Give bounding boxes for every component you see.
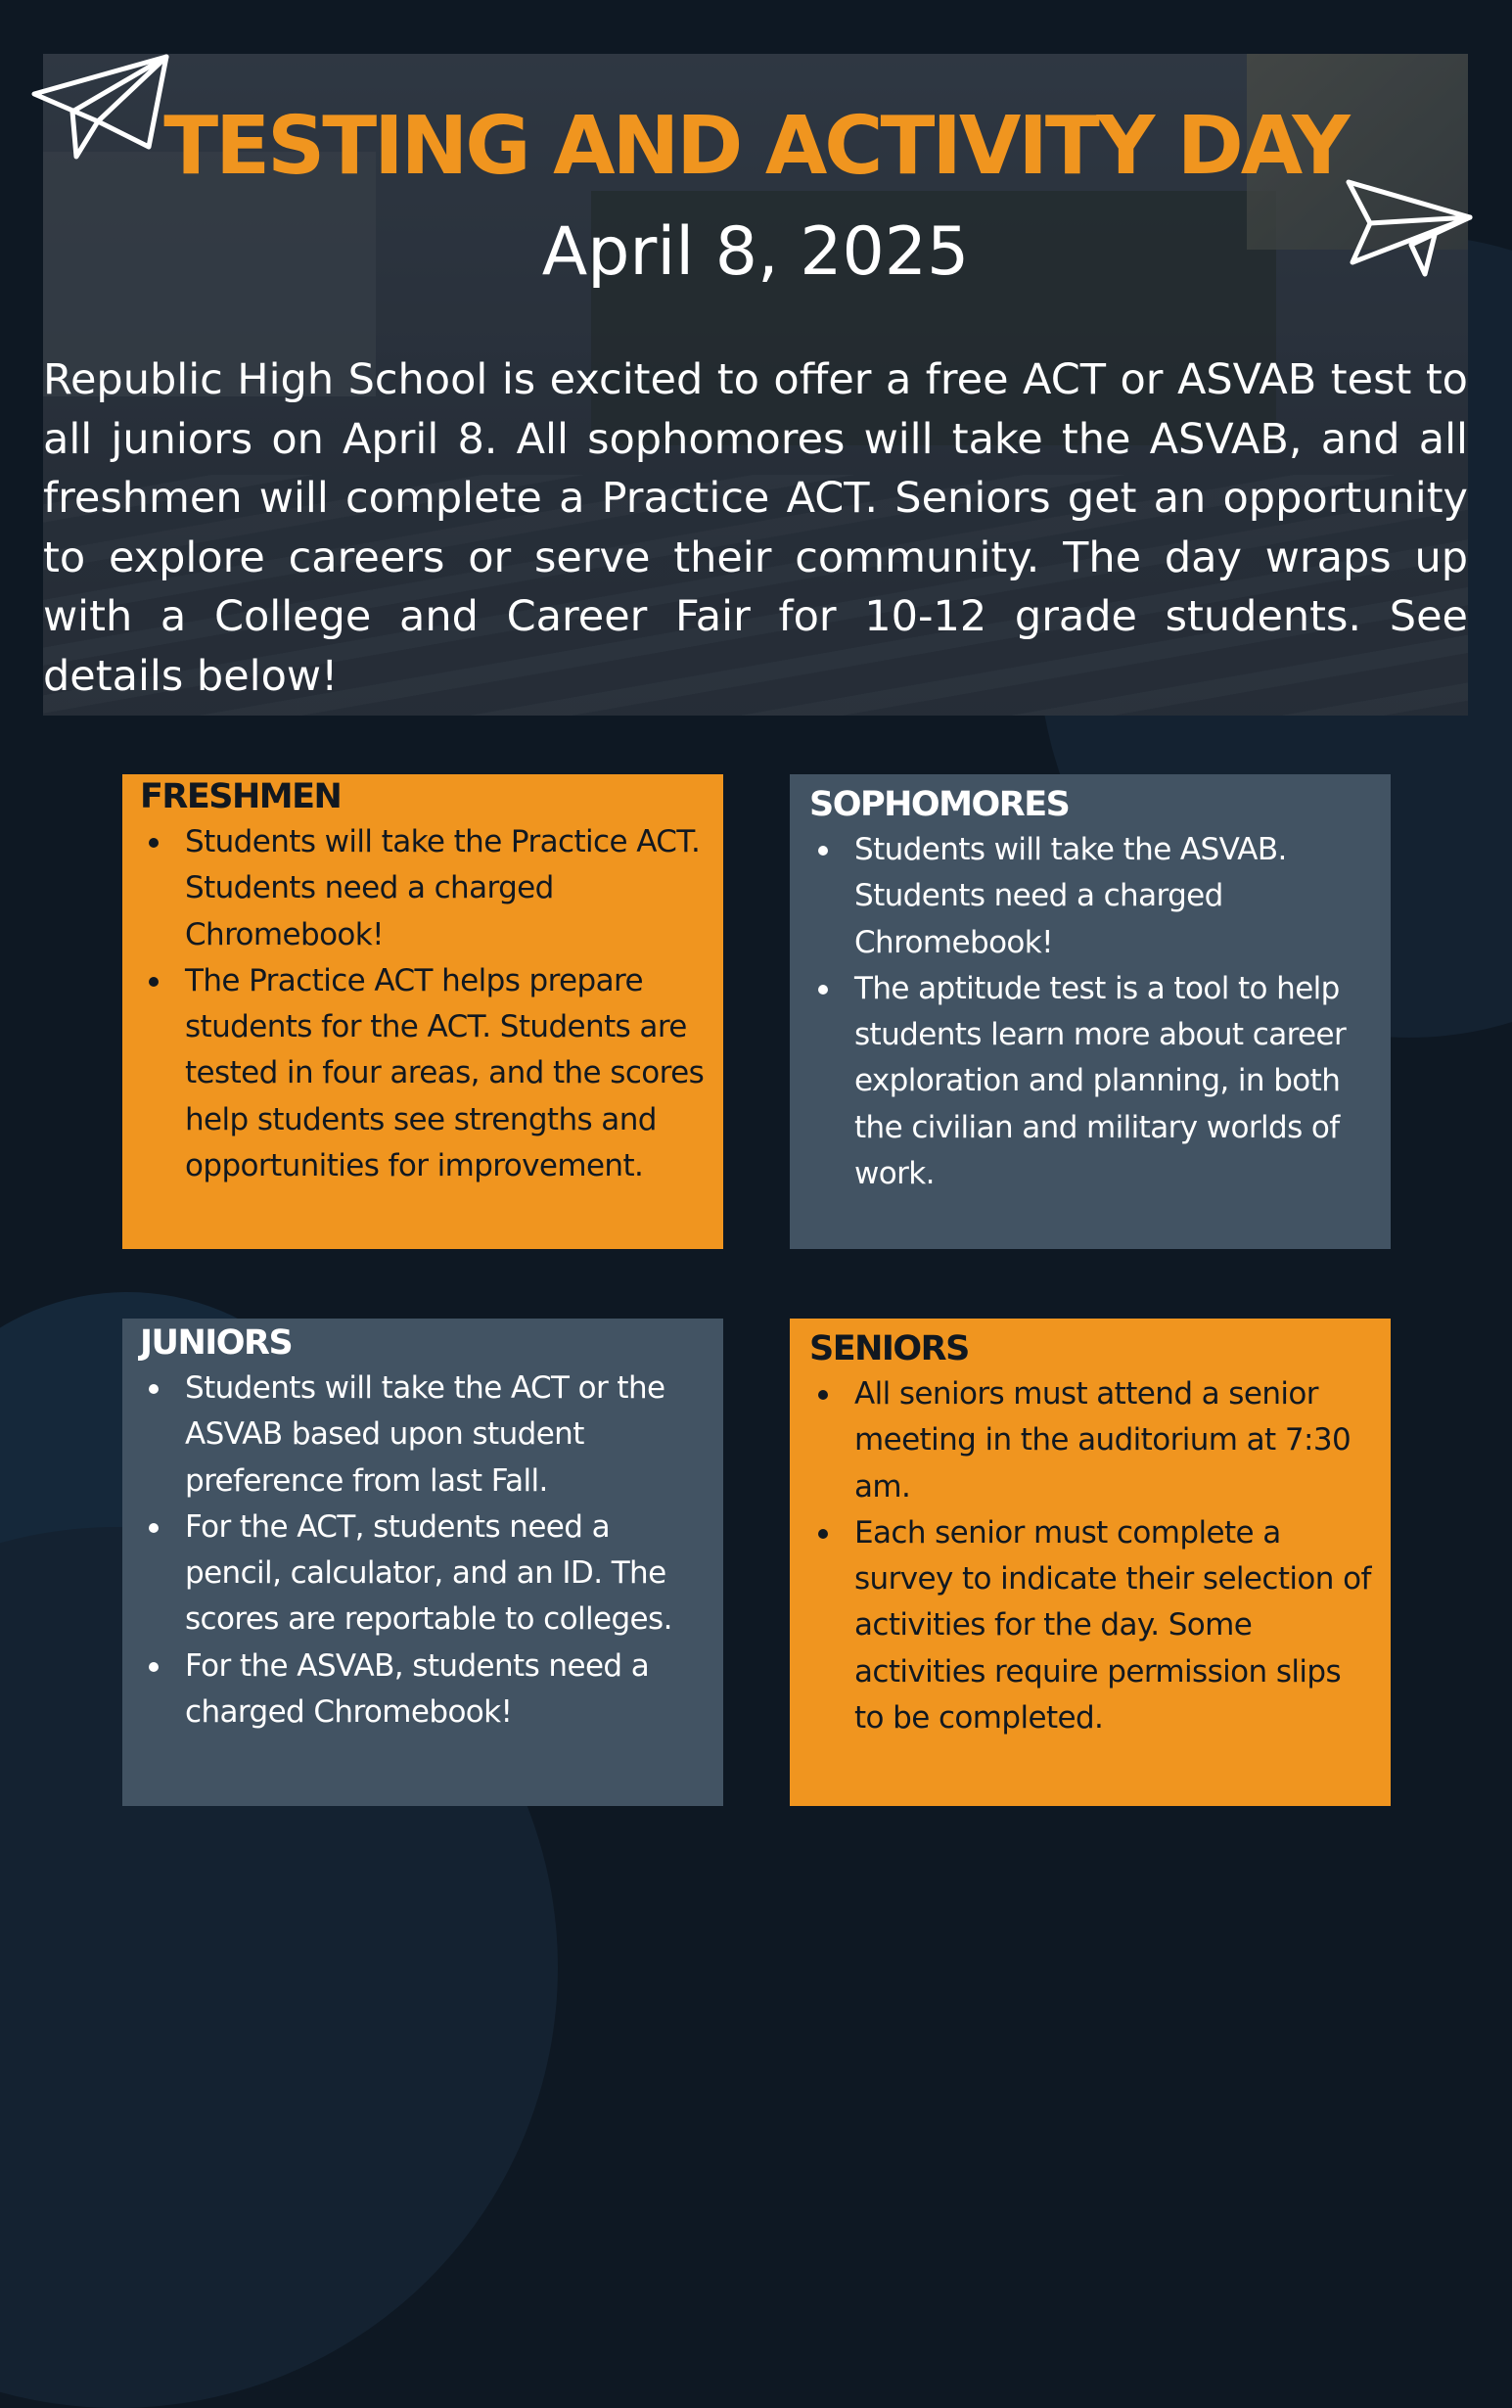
juniors-heading: JUNIORS — [140, 1323, 293, 1363]
list-item: For the ASVAB, students need a charged Chromebook! — [185, 1644, 713, 1737]
intro-paragraph: Republic High School is excited to offer a free ACT or ASVAB test to all juniors on April 8. All sophomores will take the ASVAB, and all freshmen will complete a Practice ACT. Seniors get an opportunity to explore careers or serve their community. The day wraps up with a College and Career Fair for 10-12 grade students. See details below! — [43, 355, 1468, 701]
seniors-list — [809, 1371, 1379, 1741]
list-item: The aptitude test is a tool to help students learn more about career exploration and planning, in both the civilian and military worlds of work. — [854, 966, 1379, 1197]
list-item: Students will take the ASVAB. Students need a charged Chromebook! — [854, 827, 1379, 966]
list-item: The Practice ACT helps prepare students for the ACT. Students are tested in four areas, and the scores help students see strengths and opportunities for improvement. — [185, 958, 711, 1189]
seniors-heading: SENIORS — [809, 1329, 969, 1368]
freshmen-heading: FRESHMEN — [140, 777, 342, 816]
sophomores-list — [809, 827, 1379, 1197]
sophomores-card — [790, 774, 1391, 1249]
event-date: April 8, 2025 — [541, 213, 970, 291]
juniors-card — [122, 1319, 723, 1806]
freshmen-card — [122, 774, 723, 1249]
juniors-list — [140, 1366, 713, 1736]
page-title: TESTING AND ACTIVITY DAY — [163, 100, 1348, 193]
freshmen-list — [140, 819, 711, 1189]
list-item: Each senior must complete a survey to indicate their selection of activities for the day. Some activities require permission slips to be completed. — [854, 1510, 1379, 1741]
list-item: For the ACT, students need a pencil, calculator, and an ID. The scores are reportable to colleges. — [185, 1505, 713, 1644]
list-item: All seniors must attend a senior meeting in the auditorium at 7:30 am. — [854, 1371, 1379, 1510]
sophomores-heading: SOPHOMORES — [809, 785, 1070, 824]
list-item: Students will take the ACT or the ASVAB based upon student preference from last Fall. — [185, 1366, 713, 1505]
seniors-card — [790, 1319, 1391, 1806]
list-item: Students will take the Practice ACT. Students need a charged Chromebook! — [185, 819, 711, 958]
